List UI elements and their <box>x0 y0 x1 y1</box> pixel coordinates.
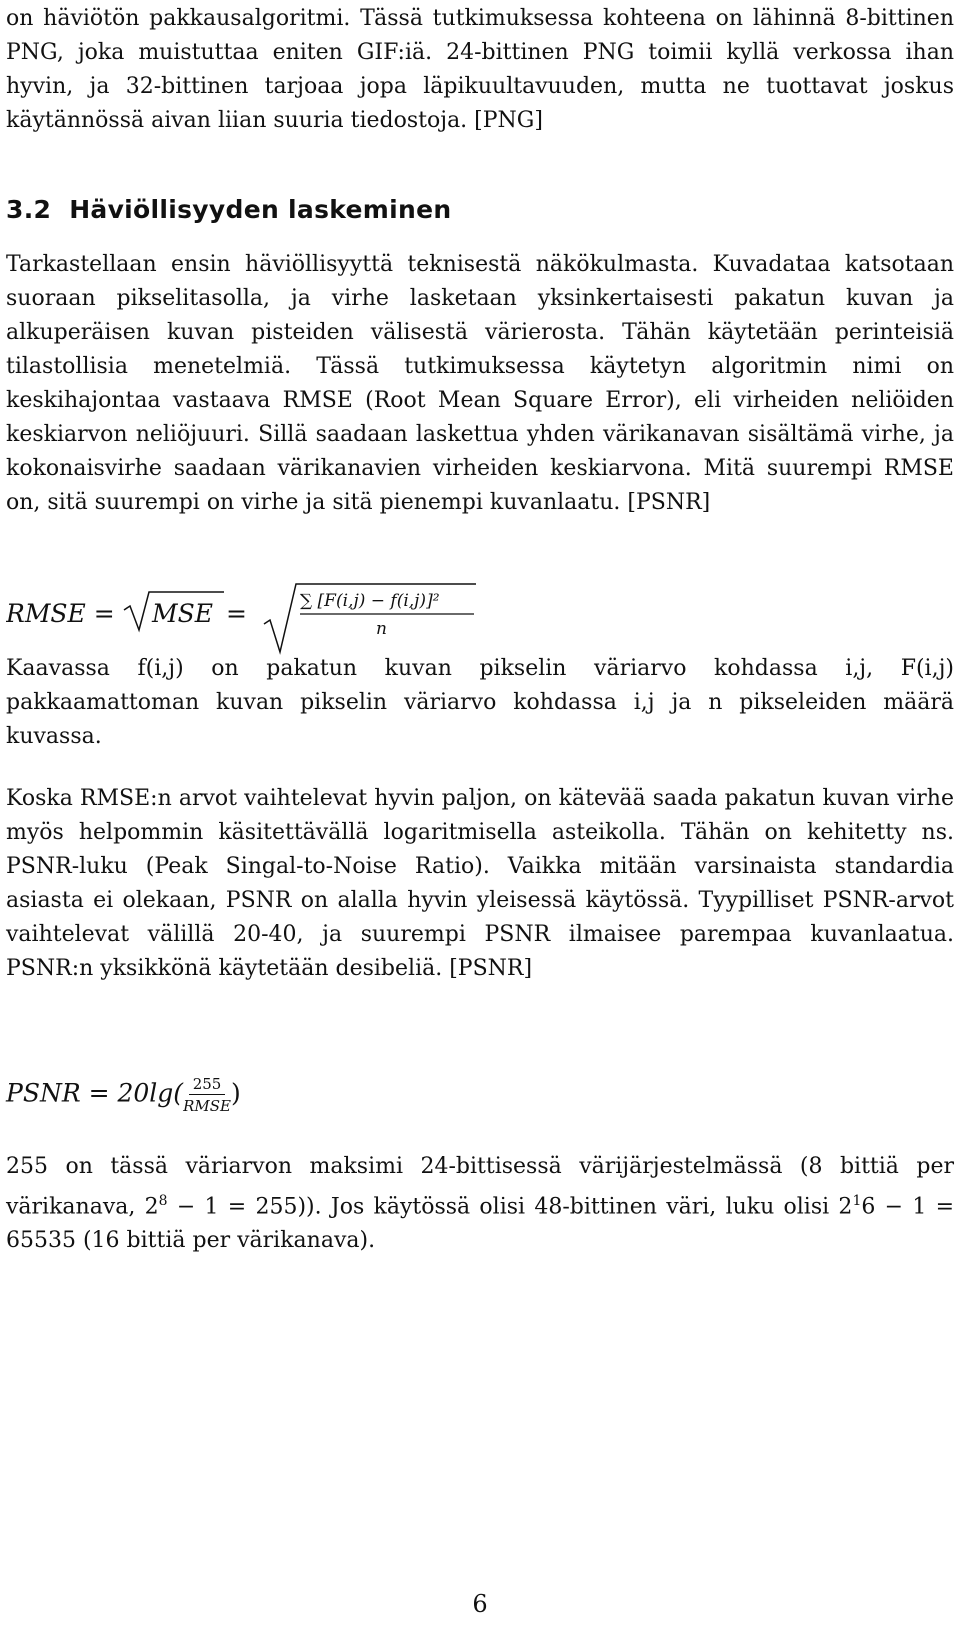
section-heading <box>6 195 451 224</box>
paragraph-rmse-description: Tarkastellaan ensin häviöllisyyttä teknisestä näkökulmasta. Kuvadataa katsotaan suoraan pikselitasolla, ja virhe lasketaan yksinkertaisesti pakatun kuvan ja alkuperäisen kuvan pisteiden välisestä värierosta. Tähän käytetään perinteisiä tilastollisia menetelmiä. Tässä tutkimuksessa käytetyn algoritmin nimi on keskihajontaa vastaava RMSE (Root Mean Square Error), eli virheiden neliöiden keskiarvon neliöjuuri. Sillä saadaan laskettua yhden värikanavan sisältämä virhe, ja kokonaisvirhe saadaan värikanavien virheiden keskiarvona. Mitä suurempi RMSE on, sitä suurempi on virhe ja sitä pienempi kuvanlaatu. [PSNR] <box>6 252 954 515</box>
max-value-text-c: 6 − 1 = 65535 (16 bittiä per värikanava). <box>6 1194 955 1254</box>
psnr-fraction <box>183 1075 231 1115</box>
paragraph-max-value <box>6 1150 954 1258</box>
paragraph-png-intro: on häviötön pakkausalgoritmi. Tässä tutkimuksessa kohteena on lähinnä 8-bittinen PNG, joka muistuttaa eniten GIF:iä. 24-bittinen PNG toimii kyllä verkossa ihan hyvin, ja 32-bittinen tarjoaa jopa läpikuultavuuden, mutta ne tuottavat joskus käytännössä aivan liian suuria tiedostoja. [PNG] <box>6 6 954 133</box>
exponent-8: 8 <box>158 1193 168 1209</box>
rmse-formula <box>6 580 506 660</box>
paragraph-psnr-description: Koska RMSE:n arvot vaihtelevat hyvin paljon, on kätevää saada pakatun kuvan virhe myös helpommin käsitettävällä logaritmisella asteikolla. Tähän on kehitetty ns. PSNR-luku (Peak Singal-to-Noise Ratio). Vaikka mitään varsinaista standardia asiasta ei olekaan, PSNR on alalla hyvin yleisessä käytössä. Tyypilliset PSNR-arvot vaihtelevat välillä 20-40, ja suurempi PSNR ilmaisee parempaa kuvanlaatua. PSNR:n yksikkönä käytetään desibeliä. [PSNR] <box>6 786 954 981</box>
rmse-eq: = <box>226 599 247 628</box>
paragraph-formula-explanation: Kaavassa f(i,j) on pakatun kuvan pikselin väriarvo kohdassa i,j, F(i,j) pakkaamattoman kuvan pikselin väriarvo kohdassa i,j ja n pikseleiden määrä kuvassa. <box>6 656 954 749</box>
rmse-lhs: RMSE = <box>6 599 115 628</box>
psnr-close: ) <box>230 1078 241 1108</box>
psnr-denominator: RMSE <box>183 1097 231 1115</box>
psnr-lhs: PSNR = 20lg( <box>6 1078 184 1108</box>
rmse-denominator: n <box>376 619 387 639</box>
page-number: 6 <box>472 1590 488 1618</box>
mse-term: MSE <box>152 599 213 628</box>
rmse-numerator: ∑ [F(i,j) − f(i,j)]² <box>300 591 440 611</box>
max-value-text-a: 255 on tässä väriarvon maksimi 24-bittisessä värijärjestelmässä (8 bittiä per värikanava, 2 <box>6 1154 954 1220</box>
max-value-text-b: − 1 = 255)). Jos käytössä olisi 48-bittinen väri, luku olisi 2 <box>167 1194 853 1220</box>
section-number: 3.2 <box>6 195 52 224</box>
rmse-formula-svg <box>6 580 506 660</box>
section-title: Häviöllisyyden laskeminen <box>69 195 452 224</box>
psnr-numerator: 255 <box>189 1075 226 1095</box>
exponent-1: 1 <box>852 1193 862 1209</box>
psnr-formula <box>6 1075 406 1125</box>
